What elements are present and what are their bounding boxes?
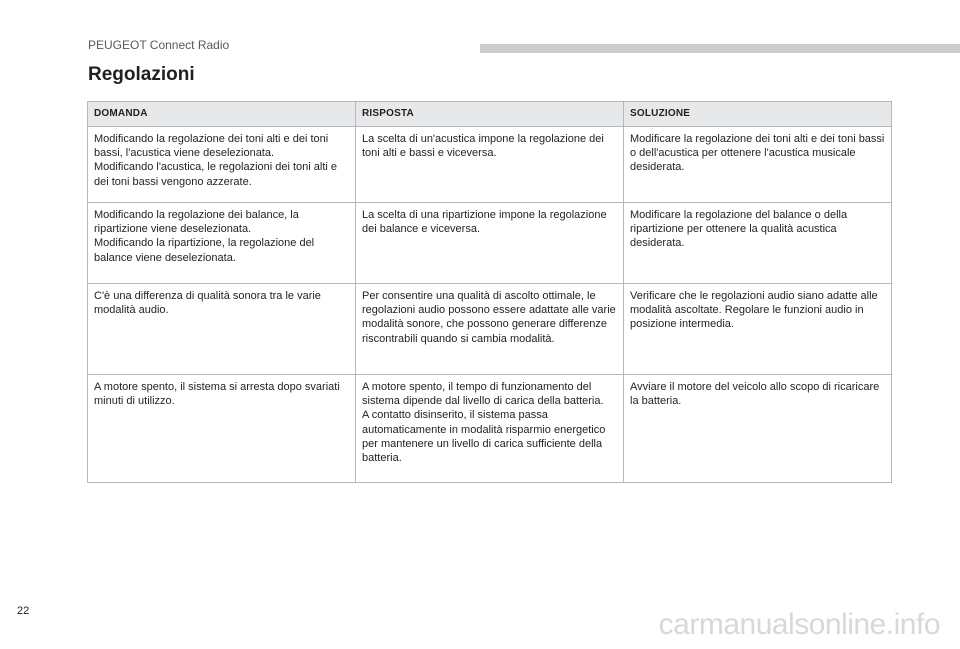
document-header: PEUGEOT Connect Radio	[88, 38, 230, 52]
cell-domanda	[88, 203, 356, 284]
cell-text: C'è una differenza di qualità sonora tra le varie modalità audio.	[94, 290, 321, 317]
cell-text: La scelta di una ripartizione impone la regolazione dei balance e viceversa.	[362, 209, 607, 236]
cell-text: La scelta di un'acustica impone la regolazione dei toni alti e bassi e viceversa.	[362, 133, 604, 160]
cell-soluzione	[624, 375, 892, 483]
cell-risposta	[356, 375, 624, 483]
cell-text: Avviare il motore del veicolo allo scopo di ricaricare la batteria.	[630, 381, 880, 408]
cell-text: Per consentire una qualità di ascolto ottimale, le regolazioni audio possono essere adattate alle varie modalità sonore, che possono generare differenze riscontrabili quando si cambia modalità.	[362, 290, 616, 345]
cell-text: Modificare la regolazione dei toni alti e dei toni bassi o dell'acustica per ottenere l'acustica musicale desiderata.	[630, 133, 885, 174]
column-header-risposta: RISPOSTA	[356, 102, 624, 127]
cell-text: Modificando la regolazione dei toni alti e dei toni bassi, l'acustica viene deselezionata. Modificando l'acustica, le regolazioni dei toni alti e dei toni bassi vengono azzerate.	[94, 133, 338, 188]
table-row	[88, 203, 892, 284]
cell-domanda	[88, 375, 356, 483]
cell-soluzione	[624, 203, 892, 284]
column-header-soluzione: SOLUZIONE	[624, 102, 892, 127]
header-decorative-bar	[480, 44, 960, 53]
page-title: Regolazioni	[88, 64, 195, 85]
cell-domanda	[88, 127, 356, 203]
table-row	[88, 375, 892, 483]
cell-text: A motore spento, il sistema si arresta dopo svariati minuti di utilizzo.	[94, 381, 340, 408]
column-header-domanda: DOMANDA	[88, 102, 356, 127]
cell-domanda	[88, 284, 356, 375]
cell-text: Modificando la regolazione dei balance, la ripartizione viene deselezionata. Modificando la ripartizione, la regolazione del balance viene deselezionata.	[94, 209, 315, 264]
table-header-row	[88, 102, 892, 127]
troubleshooting-table	[87, 101, 892, 483]
cell-text: A motore spento, il tempo di funzionamento del sistema dipende dal livello di carica della batteria. A contatto disinserito, il sistema passa automaticamente in modalità risparmio energetico per mantenere un livello di carica sufficiente della batteria.	[362, 381, 606, 465]
cell-risposta	[356, 127, 624, 203]
cell-soluzione	[624, 127, 892, 203]
cell-text: Verificare che le regolazioni audio siano adatte alle modalità ascoltate. Regolare le funzioni audio in posizione intermedia.	[630, 290, 878, 331]
page-number: 22	[17, 605, 30, 617]
table-row	[88, 127, 892, 203]
watermark: carmanualsonline.info	[658, 608, 940, 641]
cell-risposta	[356, 203, 624, 284]
cell-risposta	[356, 284, 624, 375]
cell-text: Modificare la regolazione del balance o della ripartizione per ottenere la qualità acustica desiderata.	[630, 209, 848, 250]
table-row	[88, 284, 892, 375]
cell-soluzione	[624, 284, 892, 375]
